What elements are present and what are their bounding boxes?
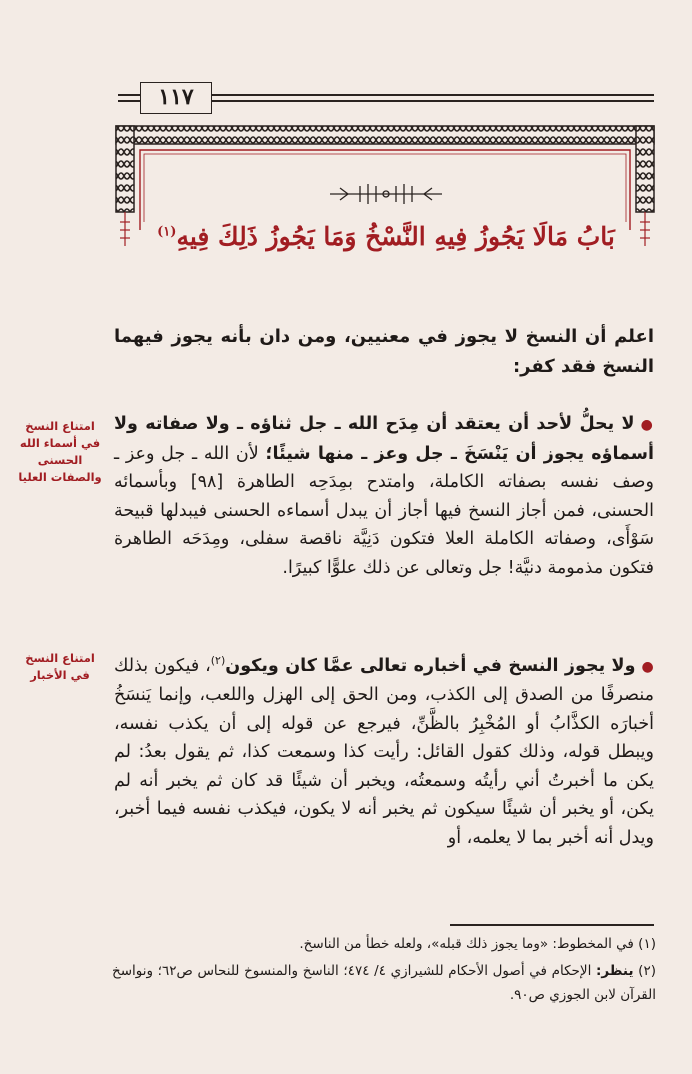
paragraph	[114, 410, 654, 582]
footnote	[112, 959, 656, 1007]
footnote-number: (٢)	[638, 963, 656, 979]
paragraph-lead: لا يحلُّ لأحد أن يعتقد أن مِدَح الله ـ جل ثناؤه ـ ولا صفاته ولا أسماؤه يجوز أن يَنْسَخَ ـ جل وعز ـ منها شيئًا؛	[114, 414, 654, 464]
header-rule	[118, 94, 140, 96]
chapter-title	[118, 222, 654, 251]
margin-note: امتناع النسخ في الأخبار	[25, 651, 95, 682]
header-rule	[212, 94, 654, 96]
footnote-divider	[450, 924, 654, 926]
header-rule	[118, 100, 140, 102]
bullet-icon: ●	[640, 417, 654, 433]
footnote	[112, 932, 656, 956]
paragraph-lead: ولا يجوز النسخ في أخباره تعالى عمَّا كان ويكون	[225, 655, 636, 676]
footnote-text: في المخطوط: «وما يجوز ذلك قبله»، ولعله خطأ من الناسخ.	[299, 936, 634, 952]
footnote-ref: (٢)	[210, 654, 226, 667]
paragraph-body: ، فيكون بذلك منصرفًا من الصدق إلى الكذب، ومن الحق إلى الهزل واللعب، وإنما يَنسَخُ أخبارَه الكذَّابُ أو المُخْبِرُ بالظَّنِّ، فيرجع عن قوله إلى أن يكذب نفسه، ويبطل قوله، وذلك كقول القائل: رأيت كذا وسمعت كذا، ثم يقول بعدُ: لم يكن ما أخبرتُ أني رأيتُه وسمعتُه، ويخبر أن شيئًا قد كان ثم يخبر أنه لم يكن، أو يخبر أن شيئًا سيكون ثم يخبر أنه لا يكون، فيكذب نفسه فيما أخبر، ويدل أنه أخبر بما لا يعلمه، أو	[114, 655, 654, 848]
footnote-text: الإحكام في أصول الأحكام للشيرازي ٤/ ٤٧٤؛ الناسخ والمنسوخ للنحاس ص٦٢؛ ونواسخ القرآن لابن الجوزي ص٩٠.	[112, 963, 656, 1003]
bullet-icon: ●	[641, 658, 654, 675]
footnote-number: (١)	[638, 936, 656, 952]
intro-paragraph: اعلم أن النسخ لا يجوز في معنيين، ومن دان بأنه يجوز فيهما النسخ فقد كفر:	[114, 326, 654, 377]
paragraph-body: لأن الله ـ جل وعز ـ وصف نفسه بصفاته الكاملة، وامتدح بمِدَحِه الطاهرة [٩٨] وبأسمائه الحسنى، فمن أجاز النسخ فيها أجاز أن يبدل أسماءه الحسنى فيبدلها قبيحة سَوْأَى، وصفاته الكاملة العلا فتكون دَنِيَّة ناقصة سفلى، ومِدَحَه الطاهرة فتكون مذمومة دنيَّة! جل وتعالى عن ذلك علوًّا كبيرًا.	[114, 443, 654, 578]
paragraph	[114, 647, 654, 852]
chapter-title-text: بَابُ مَالَا يَجُوزُ فِيهِ النَّسْخُ وَمَا يَجُوزُ ذَلِكَ فِيهِ	[176, 222, 615, 251]
footnote-ref: (١)	[157, 224, 177, 240]
footnote-label: ينظر:	[595, 963, 634, 979]
header-rule	[212, 100, 654, 102]
margin-note: امتناع النسخ في أسماء الله الحسنى والصفات العليا	[18, 419, 102, 484]
footnotes	[112, 932, 656, 1010]
page-number: ١١٧	[140, 82, 212, 114]
